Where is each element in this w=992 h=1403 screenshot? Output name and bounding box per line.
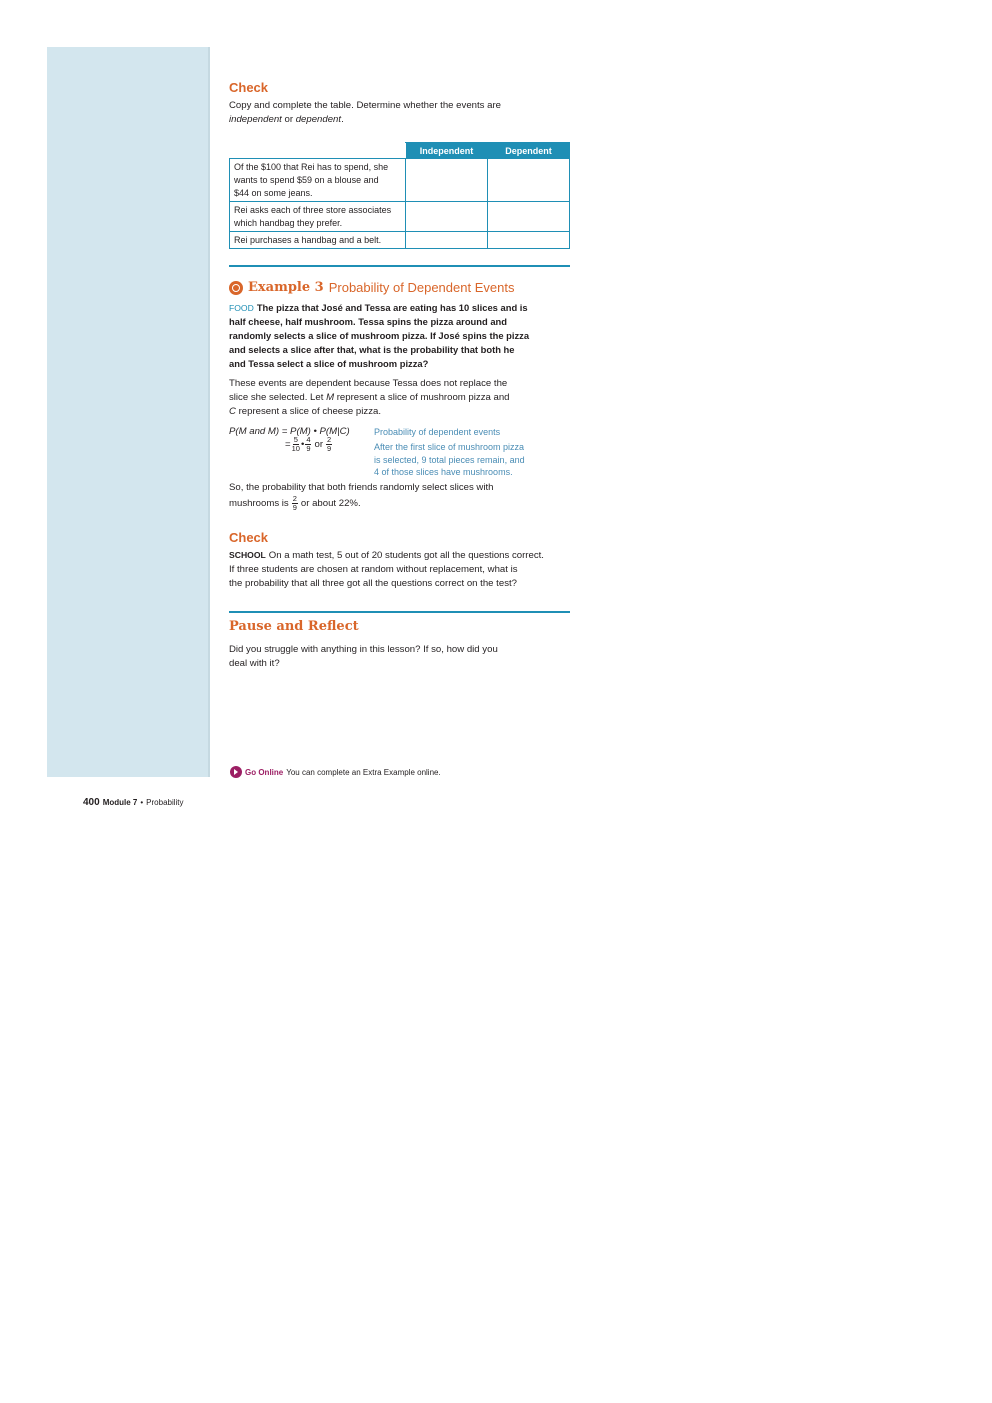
term-independent: independent — [229, 114, 282, 125]
go-online-text: You can complete an Extra Example online. — [286, 767, 441, 777]
fraction-two-ninths-result — [292, 495, 298, 512]
or-word: or — [314, 438, 324, 450]
conclusion-line — [229, 495, 589, 512]
term-dependent: dependent — [295, 114, 342, 125]
denominator: 9 — [292, 503, 297, 512]
instruction-period: . — [341, 114, 344, 125]
equation-line-1: P(M and M) = P(M) • P(M|C) — [229, 426, 350, 437]
topic-tag-food: FOOD — [229, 303, 254, 313]
fraction-four-ninths — [305, 436, 311, 453]
check-line — [229, 548, 589, 563]
go-online-label: Go Online — [245, 767, 284, 777]
denominator: 10 — [291, 444, 300, 453]
sidebar-panel — [47, 47, 209, 777]
topic-label: Probability — [146, 798, 184, 807]
problem-line: and selects a slice after that, what is the probability that both he — [229, 344, 515, 355]
table-header-row — [230, 143, 570, 159]
explanation-line — [229, 391, 589, 405]
table-cell-dependent[interactable] — [488, 232, 570, 249]
problem-line: and Tessa select a slice of mushroom pizza? — [229, 358, 429, 369]
table-cell-independent[interactable] — [406, 232, 488, 249]
table-cell-event — [230, 159, 406, 202]
pause-reflect-prompt — [229, 643, 589, 671]
example-explanation — [229, 377, 589, 419]
table-header-dependent: Dependent — [488, 143, 570, 159]
instruction-connector: or — [281, 114, 296, 125]
example-title: Probability of Dependent Events — [328, 280, 515, 295]
globe-icon — [229, 281, 243, 295]
table-cell-event — [230, 202, 406, 232]
note-line: After the first slice of mushroom pizza — [374, 442, 525, 452]
problem-line — [229, 301, 589, 315]
explanation-line: These events are dependent because Tessa does not replace the — [229, 378, 508, 389]
conclusion-line: So, the probability that both friends randomly select slices with — [229, 482, 494, 493]
table-cell-dependent[interactable] — [488, 159, 570, 202]
example-conclusion — [229, 481, 589, 512]
example-problem — [229, 301, 589, 371]
example-label: Example 3 — [248, 280, 324, 295]
module-label: Module 7 — [102, 798, 138, 807]
numerator: 2 — [327, 435, 332, 444]
fraction-five-tenths — [292, 436, 300, 453]
table-header-independent: Independent — [406, 143, 488, 159]
table-cell-dependent[interactable] — [488, 202, 570, 232]
equals-sign: = — [285, 438, 291, 450]
event-line: Rei asks each of three store associates — [234, 205, 392, 215]
main-content — [229, 80, 589, 671]
section-divider — [229, 611, 570, 613]
note-line: is selected, 9 total pieces remain, and — [374, 454, 525, 465]
variable-m: M — [326, 392, 335, 403]
check-instruction-line-1: Copy and complete the table. Determine whether the events are — [229, 100, 501, 111]
work-block — [229, 425, 589, 477]
prompt-line: Did you struggle with anything in this lesson? If so, how did you — [229, 644, 498, 655]
events-table — [229, 142, 570, 249]
note-line: 4 of those slices have mushrooms. — [374, 467, 513, 477]
explanation-text: slice she selected. Let — [229, 392, 327, 403]
denominator: 9 — [306, 444, 311, 453]
fraction-two-ninths — [326, 436, 332, 453]
table-cell-event — [230, 232, 406, 249]
numerator: 5 — [293, 435, 298, 444]
pause-reflect-heading: Pause and Reflect — [229, 619, 359, 634]
conclusion-text: or about 22%. — [300, 497, 361, 509]
problem-line: half cheese, half mushroom. Tessa spins the pizza around and — [229, 316, 508, 327]
page-footer — [83, 797, 184, 808]
prompt-line: deal with it? — [229, 658, 280, 669]
check-text: On a math test, 5 out of 20 students got all the questions correct. — [268, 550, 544, 561]
check-heading: Check — [229, 80, 269, 95]
table-header-blank — [230, 143, 406, 159]
note-remaining-slices — [374, 441, 525, 479]
equation-line-2 — [285, 436, 333, 453]
event-line: Rei purchases a handbag and a belt. — [234, 235, 382, 245]
sidebar-divider — [208, 47, 210, 777]
event-line: $44 on some jeans. — [234, 188, 313, 198]
table-row — [230, 159, 570, 202]
table-row — [230, 232, 570, 249]
problem-text: The pizza that José and Tessa are eating has 10 slices and is — [256, 302, 528, 313]
problem-line: randomly selects a slice of mushroom pizza. If José spins the pizza — [229, 330, 530, 341]
topic-tag-school: SCHOOL — [229, 550, 266, 560]
footer-separator: • — [140, 798, 144, 807]
multiply-dot: • — [300, 438, 305, 450]
denominator: 9 — [327, 444, 332, 453]
table-cell-independent[interactable] — [406, 202, 488, 232]
explanation-line — [229, 405, 589, 419]
numerator: 4 — [306, 435, 311, 444]
check-problem — [229, 548, 589, 591]
cursor-click-icon — [230, 766, 242, 778]
event-line: which handbag they prefer. — [234, 218, 343, 228]
check-line: If three students are chosen at random without replacement, what is — [229, 564, 518, 575]
section-divider — [229, 265, 570, 267]
example-heading — [229, 280, 589, 295]
numerator: 2 — [292, 494, 297, 503]
go-online-link[interactable] — [230, 766, 441, 778]
page-number: 400 — [83, 797, 100, 808]
note-dependent-events: Probability of dependent events — [374, 427, 501, 437]
check-heading: Check — [229, 530, 269, 545]
variable-c: C — [229, 406, 236, 417]
table-row — [230, 202, 570, 232]
check-instruction-line-2 — [229, 113, 589, 127]
event-line: wants to spend $59 on a blouse and — [234, 175, 379, 185]
table-cell-independent[interactable] — [406, 159, 488, 202]
check-line: the probability that all three got all the questions correct on the test? — [229, 578, 517, 589]
conclusion-text: mushrooms is — [229, 497, 289, 509]
event-line: Of the $100 that Rei has to spend, she — [234, 162, 389, 172]
explanation-text: represent a slice of mushroom pizza and — [334, 392, 510, 403]
explanation-text: represent a slice of cheese pizza. — [235, 406, 381, 417]
